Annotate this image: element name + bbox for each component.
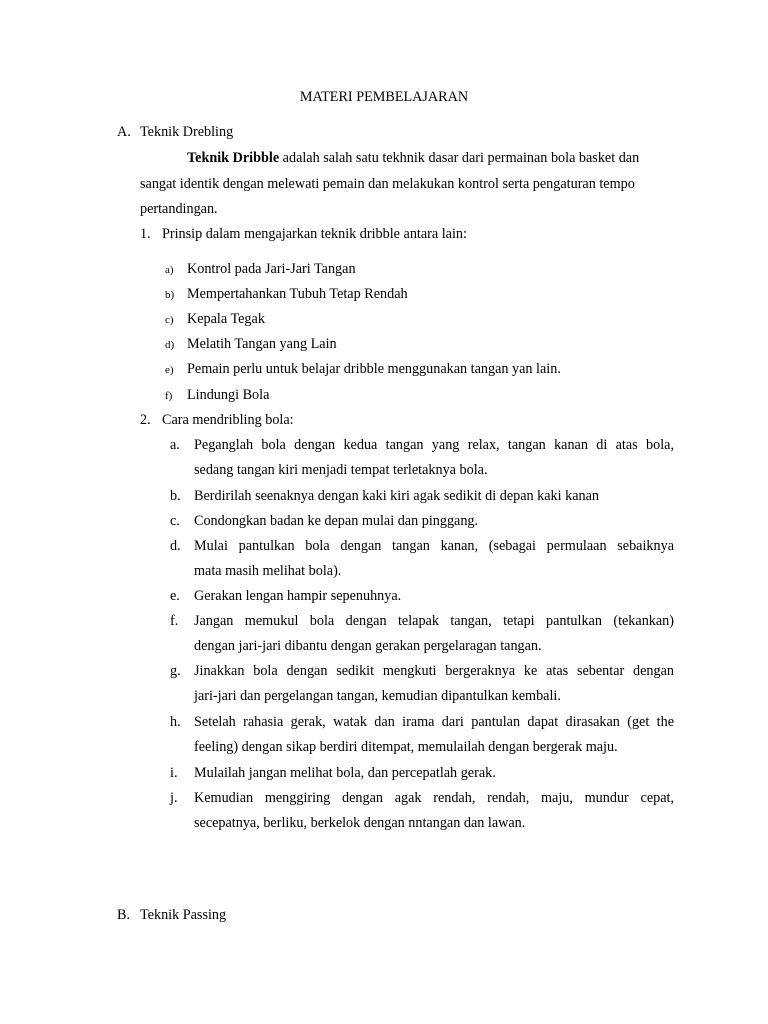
step-marker: g.: [170, 663, 181, 679]
list-item: Melatih Tangan yang Lain: [187, 336, 337, 352]
list-item-marker: e): [165, 364, 174, 376]
list-item-marker: b): [165, 289, 175, 301]
step-line-1: Peganglah bola dengan kedua tangan yang relax, tangan kanan di atas bola,: [194, 437, 674, 453]
step-line-2: secepatnya, berliku, berkelok dengan nntangan dan lawan.: [194, 815, 526, 831]
step-marker: c.: [170, 513, 180, 529]
step-marker: a.: [170, 437, 180, 453]
section-b-marker: B.: [117, 907, 131, 923]
list-item: Mempertahankan Tubuh Tetap Rendah: [187, 286, 408, 302]
intro-line-1-rest: adalah salah satu tekhnik dasar dari permainan bola basket dan: [279, 150, 640, 166]
point-1-text: Prinsip dalam mengajarkan teknik dribble antara lain:: [162, 226, 467, 242]
document-title: MATERI PEMBELAJARAN: [299, 89, 469, 105]
list-item: Pemain perlu untuk belajar dribble menggunakan tangan yan lain.: [187, 361, 561, 377]
step-line-2: sedang tangan kiri menjadi tempat terletaknya bola.: [194, 462, 488, 478]
list-item-marker: d): [165, 339, 175, 351]
section-a-marker: A.: [117, 124, 131, 140]
point-1-marker: 1.: [140, 226, 151, 242]
step-line-1: Gerakan lengan hampir sepenuhnya.: [194, 588, 402, 604]
step-line-1: Mulailah jangan melihat bola, dan percepatlah gerak.: [194, 765, 496, 781]
step-marker: d.: [170, 538, 181, 554]
step-line-2: dengan jari-jari dibantu dengan gerakan pergelaragan tangan.: [194, 638, 542, 654]
intro-bold-term: Teknik Dribble: [187, 150, 280, 166]
list-item-marker: a): [165, 264, 174, 276]
list-item-marker: f): [165, 390, 173, 402]
intro-line-2: sangat identik dengan melewati pemain dan melakukan kontrol serta pengaturan tempo: [140, 176, 635, 192]
step-line-2: mata masih melihat bola).: [194, 563, 342, 579]
list-item: Lindungi Bola: [187, 387, 270, 403]
intro-line-3: pertandingan.: [140, 201, 218, 217]
step-marker: e.: [170, 588, 180, 604]
section-a-heading: Teknik Drebling: [140, 124, 234, 140]
step-line-1: Berdirilah seenaknya dengan kaki kiri agak sedikit di depan kaki kanan: [194, 488, 599, 504]
step-line-1: Kemudian menggiring dengan agak rendah, rendah, maju, mundur cepat,: [194, 790, 674, 806]
step-line-1: Setelah rahasia gerak, watak dan irama dari pantulan dapat dirasakan (get the: [194, 714, 674, 730]
step-marker: i.: [170, 765, 178, 781]
step-line-2: jari-jari dan pergelangan tangan, kemudian dipantulkan kembali.: [194, 688, 561, 704]
step-marker: j.: [170, 790, 178, 806]
step-line-2: feeling) dengan sikap berdiri ditempat, memulailah dengan bergerak maju.: [194, 739, 618, 755]
intro-line-1: [187, 149, 639, 167]
step-line-1: Mulai pantulkan bola dengan tangan kanan, (sebagai permulaan sebaiknya: [194, 538, 674, 554]
list-item: Kepala Tegak: [187, 311, 265, 327]
step-marker: h.: [170, 714, 181, 730]
step-line-1: Condongkan badan ke depan mulai dan pinggang.: [194, 513, 479, 529]
step-line-1: Jinakkan bola dengan sedikit mengkuti bergeraknya ke atas sebentar dengan: [194, 663, 674, 679]
point-2-marker: 2.: [140, 412, 151, 428]
step-marker: b.: [170, 488, 181, 504]
list-item: Kontrol pada Jari-Jari Tangan: [187, 261, 356, 277]
section-b-heading: Teknik Passing: [140, 907, 227, 923]
step-line-1: Jangan memukul bola dengan telapak tangan, tetapi pantulkan (tekankan): [194, 613, 674, 629]
step-marker: f.: [170, 613, 179, 629]
list-item-marker: c): [165, 314, 174, 326]
point-2-text: Cara mendribling bola:: [162, 412, 294, 428]
